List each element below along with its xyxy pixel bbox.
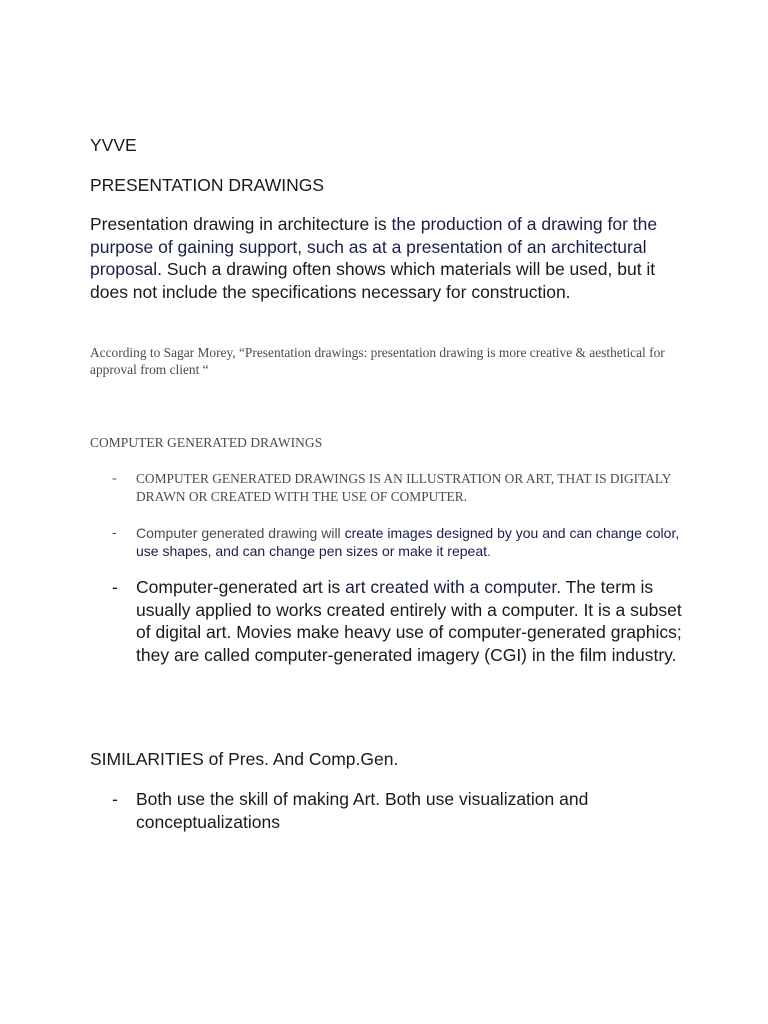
quote-paragraph: According to Sagar Morey, “Presentation drawings: presentation drawing is more creative & aesthetical for approval from client “	[90, 345, 665, 377]
intro-text-start: Presentation drawing in architecture is	[90, 214, 392, 234]
bullet-item-4: Both use the skill of making Art. Both use visualization and conceptualizations	[136, 789, 589, 832]
bullet-2-text-end: .	[487, 543, 491, 559]
bullet-3-highlighted-text: art created with a computer	[345, 577, 557, 597]
bullet-marker: -	[112, 524, 117, 540]
bullet-marker: -	[112, 577, 118, 597]
intro-paragraph	[90, 213, 690, 303]
intro-text-end: . Such a drawing often shows which materials will be used, but it does not include the specifications necessary for construction.	[90, 259, 656, 302]
bullet-item-1: COMPUTER GENERATED DRAWINGS IS AN ILLUSTRATION OR ART, THAT IS DIGITALY DRAWN OR CREATED WITH THE USE OF COMPUTER.	[136, 471, 671, 504]
bullet-item-3	[136, 576, 692, 666]
bullet-2-text-start: Computer generated drawing will	[136, 525, 345, 541]
presentation-heading: PRESENTATION DRAWINGS	[90, 175, 324, 195]
bullet-2-highlighted-text: create images designed by you and can change color, use shapes, and can change pen sizes or make it repeat	[136, 525, 680, 559]
bullet-marker: -	[112, 471, 117, 486]
intro-highlighted-text: the production of a drawing for the purpose of gaining support, such as at a presentation of an architectural proposal	[90, 214, 658, 280]
computer-generated-heading: COMPUTER GENERATED DRAWINGS	[90, 435, 323, 450]
similarities-heading: SIMILARITIES of Pres. And Comp.Gen.	[90, 749, 399, 769]
title-line: YVVE	[90, 135, 137, 155]
bullet-marker: -	[112, 789, 118, 809]
bullet-3-text-end: . The term is usually applied to works created entirely with a computer. It is a subset of digital art. Movies make heavy use of computer-generated graphics; they are called computer-generated imagery (CGI) in the film industry.	[136, 577, 682, 665]
bullet-item-2	[136, 524, 696, 560]
bullet-3-text-start: Computer-generated art is	[136, 577, 346, 597]
